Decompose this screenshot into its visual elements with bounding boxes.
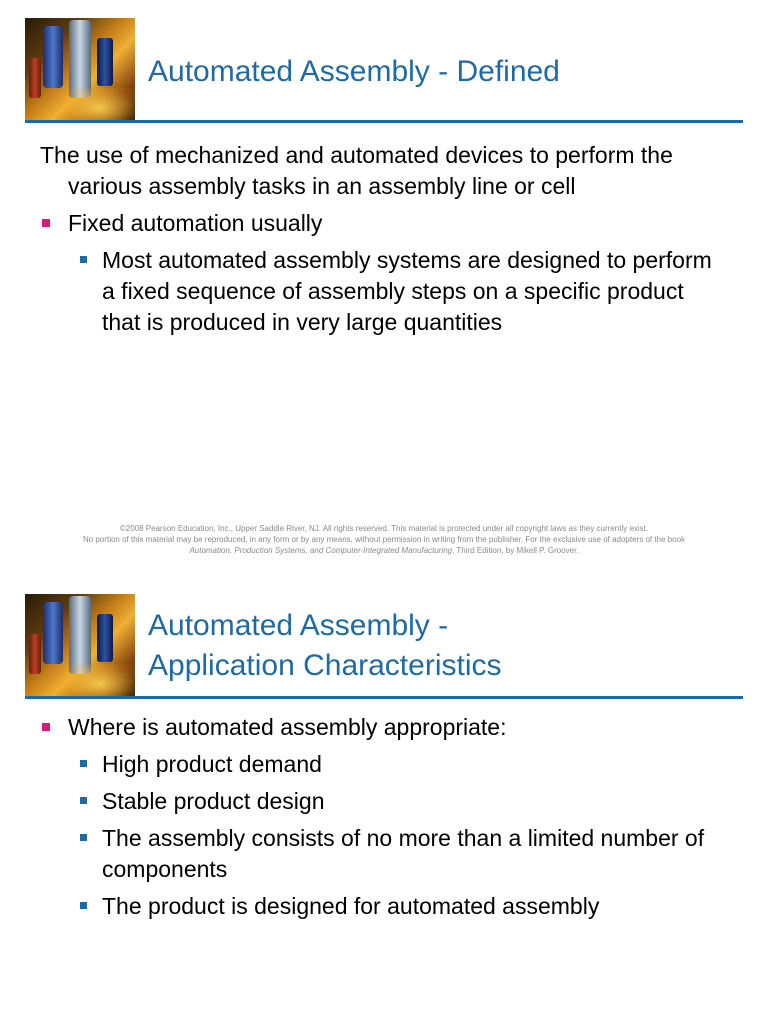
sub-bullet-square-icon	[80, 834, 87, 841]
slide-body	[40, 140, 728, 338]
slide-title	[148, 606, 501, 686]
sub-bullet-square-icon	[80, 256, 87, 263]
sub-list-item	[102, 891, 728, 922]
title-divider	[25, 120, 743, 123]
slide-title-line-2: Application Characteristics	[148, 649, 502, 682]
bullet-text: Where is automated assembly appropriate:	[68, 714, 507, 740]
sub-bullet-square-icon	[80, 797, 87, 804]
intro-text: The use of mechanized and automated devices to perform the various assembly tasks in an assembly line or cell	[40, 142, 673, 199]
slide-title: Automated Assembly - Defined	[148, 55, 560, 88]
header-photo-icon	[25, 594, 135, 699]
bullet-square-icon	[42, 219, 50, 227]
slide-2	[0, 594, 768, 1024]
sub-list-item	[102, 786, 728, 817]
bullet-square-icon	[42, 723, 50, 731]
copyright-line-1: ©2008 Pearson Education, Inc., Upper Saddle River, NJ. All rights reserved. This material is protected under all copyright laws as they currently exist.	[119, 524, 649, 533]
sub-bullet-text: The product is designed for automated assembly	[102, 893, 600, 919]
sub-bullet-text: The assembly consists of no more than a limited number of components	[102, 825, 705, 882]
copyright-line-2: No portion of this material may be reproduced, in any form or by any means, without permission in writing from the publisher. For the exclusive use of adopters of the book	[82, 535, 686, 544]
slide-1	[0, 18, 768, 558]
sub-bullet-square-icon	[80, 902, 87, 909]
list-item	[68, 208, 728, 239]
bullet-text: Fixed automation usually	[68, 210, 323, 236]
sub-list-item	[102, 245, 728, 338]
sub-bullet-square-icon	[80, 760, 87, 767]
sub-bullet-text: High product demand	[102, 751, 322, 777]
book-suffix: , Third Edition, by Mikell P. Groover.	[452, 546, 579, 555]
slide-title-line-1: Automated Assembly -	[148, 609, 449, 642]
book-title: Automation, Production Systems, and Computer-Integrated Manufacturing	[189, 546, 453, 555]
header-photo-icon	[25, 18, 135, 123]
sub-bullet-text: Most automated assembly systems are designed to perform a fixed sequence of assembly steps on a specific product that is produced in very large quantities	[102, 247, 712, 335]
slide-body	[40, 712, 728, 922]
title-divider	[25, 696, 743, 699]
copyright-line-3	[0, 545, 768, 556]
copyright-notice	[0, 523, 768, 556]
sub-list-item	[102, 749, 728, 780]
sub-list-item	[102, 823, 728, 885]
sub-bullet-text: Stable product design	[102, 788, 325, 814]
list-item	[68, 712, 728, 743]
